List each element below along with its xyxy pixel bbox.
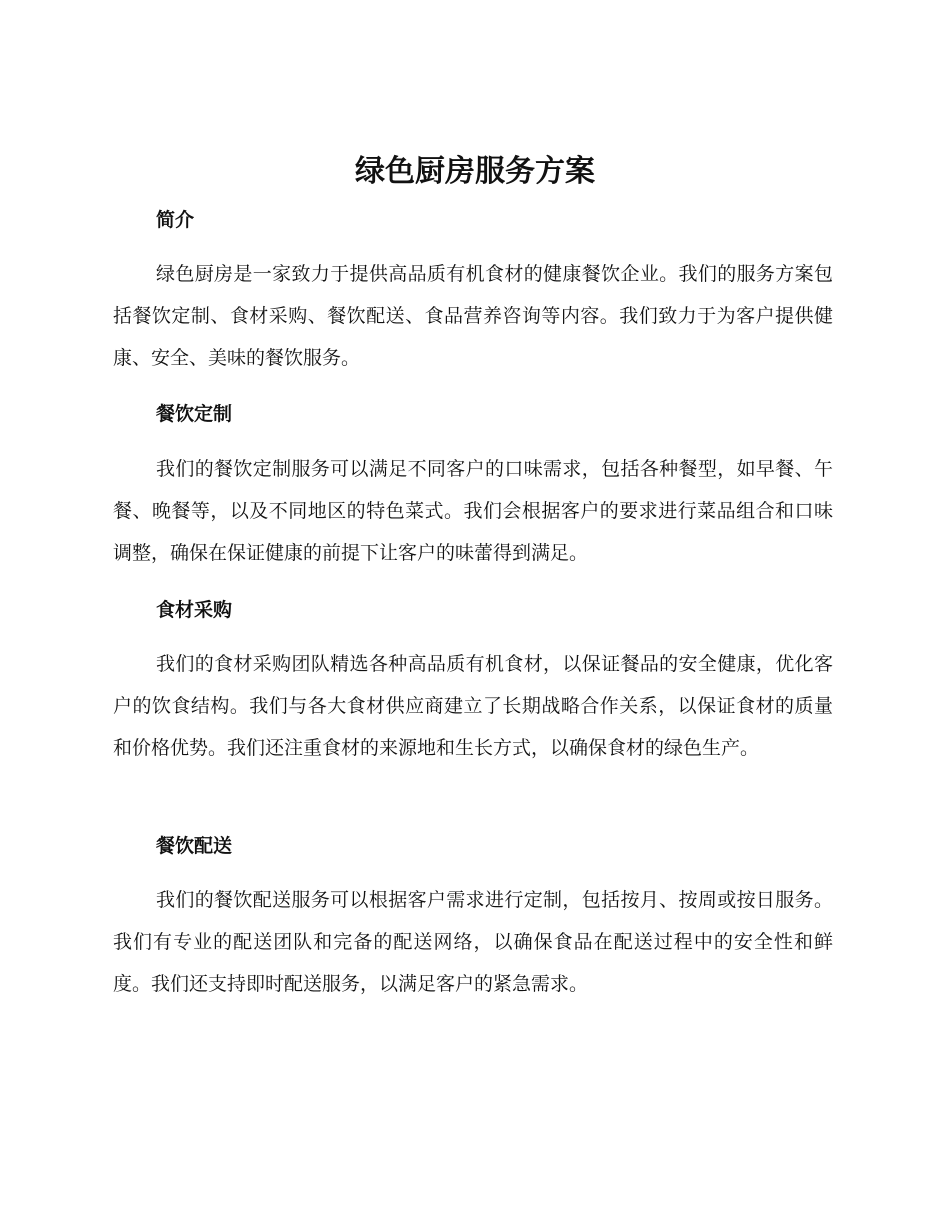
section-body-intro: 绿色厨房是一家致力于提供高品质有机食材的健康餐饮企业。我们的服务方案包括餐饮定制、食材采购、餐饮配送、食品营养咨询等内容。我们致力于为客户提供健康、安全、美味的餐饮服务。 bbox=[113, 263, 833, 369]
section-heading-catering-delivery: 餐饮配送 bbox=[156, 835, 233, 857]
document-title: 绿色厨房服务方案 bbox=[355, 154, 595, 189]
section-body-catering-customization: 我们的餐饮定制服务可以满足不同客户的口味需求，包括各种餐型，如早餐、午餐、晚餐等，以及不同地区的特色菜式。我们会根据客户的要求进行菜品组合和口味调整，确保在保证健康的前提下让客户的味蕾得到满足。 bbox=[113, 458, 833, 564]
section-body-catering-delivery: 我们的餐饮配送服务可以根据客户需求进行定制，包括按月、按周或按日服务。我们有专业的配送团队和完备的配送网络，以确保食品在配送过程中的安全性和鲜度。我们还支持即时配送服务，以满足客户的紧急需求。 bbox=[113, 889, 833, 995]
section-heading-catering-customization: 餐饮定制 bbox=[156, 403, 233, 425]
section-body-ingredient-procurement: 我们的食材采购团队精选各种高品质有机食材，以保证餐品的安全健康，优化客户的饮食结构。我们与各大食材供应商建立了长期战略合作关系，以保证食材的质量和价格优势。我们还注重食材的来源地和生长方式，以确保食材的绿色生产。 bbox=[113, 653, 833, 759]
section-heading-ingredient-procurement: 食材采购 bbox=[156, 599, 233, 621]
section-heading-intro: 简介 bbox=[156, 209, 195, 231]
